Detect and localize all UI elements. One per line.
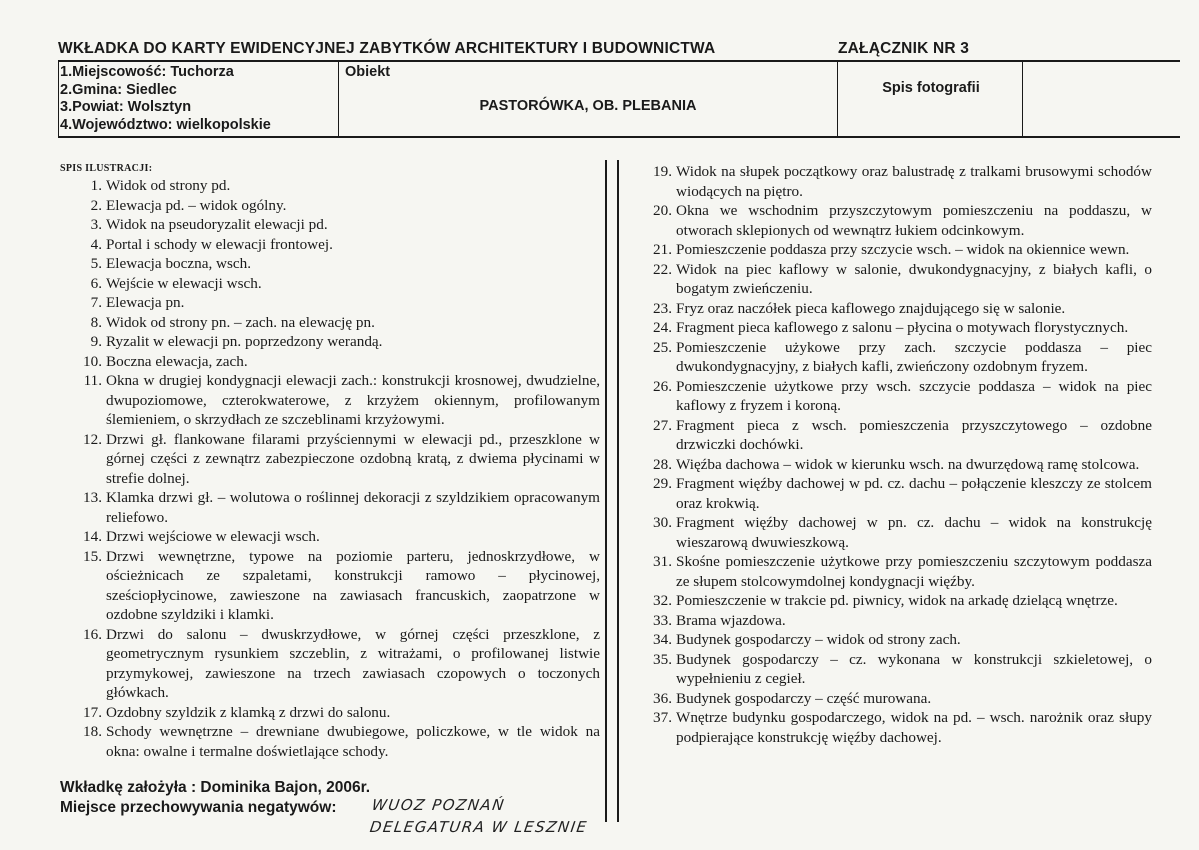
column-divider-right-line	[617, 160, 619, 822]
rule-top	[58, 60, 1180, 62]
list-item-number: 21.	[653, 241, 672, 258]
list-item	[60, 488, 600, 527]
list-item-text: Pomieszczenie użytkowe przy wsch. szczycie poddasza – widok na piec kaflowy z fryzem i koroną.	[676, 377, 1152, 414]
list-item	[636, 240, 1152, 260]
rule-box-left	[58, 60, 59, 138]
list-item-text: Skośne pomieszczenie użytkowe przy pomieszczeniu szczytowym poddasza ze słupem stolcowymdolnej kondygnacji więźby.	[676, 553, 1152, 590]
list-item-number: 22.	[653, 260, 672, 278]
list-item	[60, 371, 600, 430]
list-item-text: Drzwi do salonu – dwuskrzydłowe, w górnej części przeszklone, z geometrycznym rysunkiem szczeblin, z witrażami, o profilowanej listwie przymykowej, zawieszone na trzech zawiasach czopowych o toczonych główkach.	[106, 625, 600, 701]
list-item-text: Więźba dachowa – widok w kierunku wsch. na dwurzędową ramę stolcowa.	[676, 455, 1140, 473]
list-item-text: Pomieszczenie w trakcie pd. piwnicy, widok na arkadę dzielącą wnętrze.	[676, 592, 1118, 609]
list-item-number: 29.	[653, 475, 672, 492]
list-item-text: Widok na słupek początkowy oraz balustradę z tralkami brusowymi schodów wiodących na piętro.	[676, 163, 1152, 200]
column-divider-left-line	[605, 160, 607, 822]
list-item-text: Fragment więźby dachowej w pd. cz. dachu – połączenie kleszczy ze stolcem oraz krokwią.	[676, 475, 1152, 512]
list-item	[60, 332, 600, 352]
list-item-number: 34.	[653, 631, 672, 648]
list-item-text: Elewacja boczna, wsch.	[106, 255, 252, 272]
list-item	[636, 474, 1152, 513]
location-block	[60, 64, 340, 134]
document-title: WKŁADKA DO KARTY EWIDENCYJNEJ ZABYTKÓW ARCHITEKTURY I BUDOWNICTWA	[58, 40, 716, 57]
location-line: 3.Powiat: Wolsztyn	[60, 99, 192, 115]
list-item	[636, 260, 1152, 299]
list-item-text: Schody wewnętrzne – drewniane dwubiegowe, policzkowe, w tle widok na okna: owalne i termalne doświetlające schody.	[106, 723, 600, 760]
list-item-text: Drzwi wejściowe w elewacji wsch.	[106, 528, 320, 545]
list-item-text: Fragment więźby dachowej w pn. cz. dachu – widok na konstrukcję wieszarową dwuwieszkową.	[676, 514, 1152, 551]
footer	[60, 778, 370, 818]
list-item-number: 12.	[83, 430, 102, 448]
list-item	[60, 313, 600, 333]
location-line: 4.Województwo: wielkopolskie	[60, 116, 271, 133]
list-item	[636, 630, 1152, 650]
list-item-number: 11.	[83, 372, 102, 389]
list-item-number: 3.	[90, 216, 102, 233]
list-item-text: Fragment pieca kaflowego z salonu – płycina o motywach florystycznych.	[676, 319, 1129, 336]
list-item	[636, 455, 1152, 475]
list-item	[636, 299, 1152, 319]
list-item	[60, 176, 600, 196]
list-item-number: 33.	[653, 611, 672, 629]
object-label: Obiekt	[345, 64, 391, 80]
list-item-text: Widok od strony pn. – zach. na elewację pn.	[106, 313, 375, 331]
list-item-number: 19.	[653, 163, 672, 180]
list-item-text: Ryzalit w elewacji pn. poprzedzony werandą.	[106, 333, 383, 350]
list-item	[60, 254, 600, 274]
list-item	[636, 689, 1152, 709]
list-item-text: Okna we wschodnim przyszczytowym pomieszczeniu na poddaszu, w otworach sklepionych od wewnątrz łukiem odcinkowym.	[676, 202, 1152, 239]
storage-label: Miejsce przechowywania negatywów:	[60, 799, 337, 816]
list-item-number: 36.	[653, 689, 672, 707]
list-item	[60, 430, 600, 489]
list-item	[636, 162, 1152, 201]
list-item	[60, 274, 600, 294]
list-item-number: 13.	[83, 489, 102, 506]
list-item-text: Drzwi gł. flankowane filarami przyściennymi w elewacji pd., przeszklone w górnej części z zewnątrz zabezpieczone ozdobną kratą, z dwiema płycinami w strefie dolnej.	[106, 430, 600, 487]
list-item-number: 24.	[653, 319, 672, 336]
list-item-number: 31.	[653, 553, 672, 570]
list-item	[60, 703, 600, 723]
list-item-text: Elewacja pd. – widok ogólny.	[106, 196, 287, 214]
list-heading: SPIS ILUSTRACJI:	[60, 163, 153, 174]
list-item	[636, 552, 1152, 591]
list-item	[60, 527, 600, 547]
author-line: Wkładkę założyła : Dominika Bajon, 2006r.	[60, 779, 371, 796]
photos-label: Spis fotografii	[882, 80, 980, 96]
list-item-number: 18.	[83, 723, 102, 740]
list-item-text: Widok na piec kaflowy w salonie, dwukondygnacyjny, z białych kafli, o bogatym zwieńczeniu.	[676, 260, 1152, 297]
illustration-list-left	[60, 176, 600, 761]
list-item-number: 9.	[90, 333, 102, 350]
list-item-number: 25.	[653, 338, 672, 356]
list-item-text: Klamka drzwi gł. – wolutowa o roślinnej dekoracji z szyldzikiem opracowanym reliefowo.	[106, 489, 600, 526]
list-item-text: Budynek gospodarczy – cz. wykonana w konstrukcji szkieletowej, o wypełnieniu z cegieł.	[676, 650, 1152, 687]
attachment-number: ZAŁĄCZNIK NR 3	[838, 40, 970, 57]
list-item	[60, 235, 600, 255]
list-item-number: 14.	[83, 528, 102, 545]
list-item-text: Brama wjazdowa.	[676, 611, 786, 629]
illustration-list-right	[636, 162, 1152, 747]
list-item	[60, 215, 600, 235]
list-item-text: Fryz oraz naczółek pieca kaflowego znajdującego się w salonie.	[676, 299, 1066, 317]
list-item-text: Fragment pieca z wsch. pomieszczenia przyszczytowego – ozdobne drzwiczki dochówki.	[676, 416, 1152, 453]
handwritten-storage-line1: WUOZ POZNAŃ	[370, 796, 507, 814]
list-item-number: 10.	[83, 352, 102, 370]
list-item-number: 6.	[90, 274, 102, 292]
list-item-number: 32.	[653, 592, 672, 609]
list-item-number: 26.	[653, 377, 672, 395]
list-item-text: Pomieszczenie użykowe przy zach. szczycie poddasza – piec dwukondygnacyjny, z białych kafli, zwieńczony ozdobnym fryzem.	[676, 338, 1152, 375]
location-line: 2.Gmina: Siedlec	[60, 81, 177, 98]
list-item-number: 1.	[90, 177, 102, 194]
list-item	[636, 611, 1152, 631]
rule-box-bottom	[58, 136, 1180, 138]
list-item-text: Elewacja pn.	[106, 294, 185, 311]
handwritten-storage-line2: DELEGATURA W LESZNIE	[368, 818, 589, 836]
list-item-text: Wejście w elewacji wsch.	[106, 274, 262, 292]
list-item	[60, 722, 600, 761]
list-item-text: Pomieszczenie poddasza przy szczycie wsch. – widok na okiennice wewn.	[676, 241, 1130, 258]
object-name: PASTORÓWKA, OB. PLEBANIA	[479, 98, 697, 114]
list-item-number: 27.	[653, 416, 672, 434]
list-item-number: 28.	[653, 455, 672, 473]
list-item-text: Drzwi wewnętrzne, typowe na poziomie parteru, jednoskrzydłowe, w ościeżnicach ze szpaletami, konstrukcji ramowo – płycinowej, sześciopłycinowe, zawieszone na zawiasach francuskich, zaopatrzone w ozdobne szyldziki i klamki.	[106, 547, 600, 623]
list-item-number: 35.	[653, 650, 672, 668]
list-item	[60, 547, 600, 625]
list-item-number: 23.	[653, 299, 672, 317]
list-item	[636, 201, 1152, 240]
list-item-text: Boczna elewacja, zach.	[106, 352, 248, 370]
list-item-number: 37.	[653, 709, 672, 726]
list-item	[636, 318, 1152, 338]
list-item	[636, 708, 1152, 747]
list-item-number: 5.	[90, 255, 102, 272]
list-item	[60, 625, 600, 703]
list-item	[636, 377, 1152, 416]
list-item-number: 17.	[83, 703, 102, 721]
header-row	[58, 40, 1178, 60]
list-item	[636, 416, 1152, 455]
list-item	[636, 650, 1152, 689]
list-item	[60, 196, 600, 216]
list-item-text: Wnętrze budynku gospodarczego, widok na pd. – wsch. narożnik oraz słupy podpierające konstrukcję więźby dachowej.	[676, 709, 1152, 746]
list-item	[60, 293, 600, 313]
list-item	[636, 338, 1152, 377]
list-item-text: Widok na pseudoryzalit elewacji pd.	[106, 216, 328, 233]
list-item-number: 8.	[90, 313, 102, 331]
list-item-text: Ozdobny szyldzik z klamką z drzwi do salonu.	[106, 703, 391, 721]
rule-box-right	[1022, 60, 1023, 138]
list-item-text: Okna w drugiej kondygnacji elewacji zach.: konstrukcji krosnowej, dwudzielne, dwupoziomowe, czterokwaterowe, z krzyżem okiennym, profilowanym ślemieniem, o skrzydłach ze szczeblinami krzyżowymi.	[106, 372, 600, 428]
list-item-text: Portal i schody w elewacji frontowej.	[106, 235, 333, 253]
list-item-text: Widok od strony pd.	[106, 177, 231, 194]
list-item-number: 7.	[90, 294, 102, 311]
list-item	[636, 591, 1152, 611]
list-item-number: 15.	[83, 547, 102, 565]
list-item-text: Budynek gospodarczy – część murowana.	[676, 689, 932, 707]
list-item-number: 4.	[90, 235, 102, 253]
list-item	[636, 513, 1152, 552]
list-item-number: 16.	[83, 625, 102, 643]
list-item-text: Budynek gospodarczy – widok od strony zach.	[676, 631, 961, 648]
list-item	[60, 352, 600, 372]
list-item-number: 20.	[653, 202, 672, 219]
list-item-number: 30.	[653, 514, 672, 531]
list-item-number: 2.	[90, 196, 102, 214]
location-line: 1.Miejscowość: Tuchorza	[60, 64, 234, 80]
